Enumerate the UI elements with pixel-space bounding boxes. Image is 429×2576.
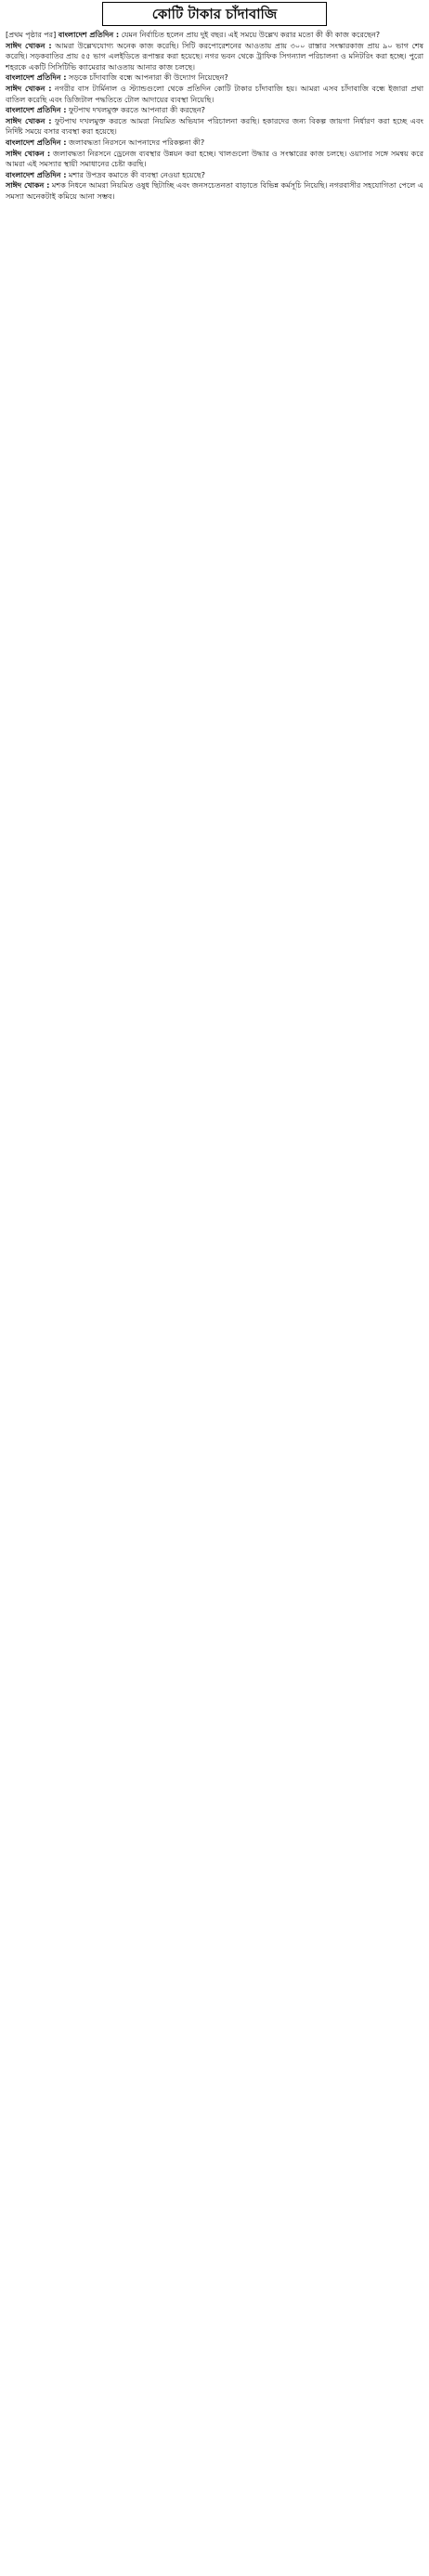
exchange-paragraph [6, 41, 423, 73]
exchange-text: মশক নিধনে আমরা নিয়মিত ওষুধ ছিটাচ্ছি এবং জনসচেতনতা বাড়াতে বিভিন্ন কর্মসূচি নিয়েছি। নগরবাসীর সহযোগিতা পেলে এ সমস্যা অনেকটাই কমিয়ে আনা সম্ভব। [6, 180, 423, 201]
headline: কোটি টাকার চাঁদাবাজি [102, 2, 327, 26]
speaker-label: সাঈদ খোকন : [6, 83, 52, 93]
exchange-text: জলাবদ্ধতা নিরসনে আপনাদের পরিকল্পনা কী? [68, 137, 205, 147]
exchange-paragraph [6, 84, 423, 105]
source-tag: [প্রথম পৃষ্ঠার পর] [6, 30, 57, 39]
speaker-label: বাংলাদেশ প্রতিদিন : [6, 137, 67, 147]
speaker-label: বাংলাদেশ প্রতিদিন : [6, 72, 67, 83]
exchange-paragraph [6, 180, 423, 202]
intro-paragraph [6, 30, 423, 41]
speaker-label: সাঈদ খোকন : [6, 40, 52, 50]
exchange-text: নগরীর বাস টার্মিনাল ও স্ট্যান্ডগুলো থেকে প্রতিদিন কোটি টাকার চাঁদাবাজি হয়। আমরা এসব চাঁদাবাজি বন্ধে ইজারা প্রথা বাতিল করেছি এবং ডিজিটাল পদ্ধতিতে টোল আদায়ের ব্যবস্থা নিয়েছি। [6, 83, 423, 104]
article-body [6, 30, 423, 203]
exchange-text: ফুটপাথ দখলমুক্ত করতে আপনারা কী করছেন? [68, 105, 205, 115]
exchange-text: ফুটপাথ দখলমুক্ত করতে আমরা নিয়মিত অভিযান পরিচালনা করছি। হকারদের জন্য বিকল্প জায়গা নির্ধারণ করা হচ্ছে এবং নির্দিষ্ট সময়ে বসার ব্যবস্থা করা হয়েছে। [6, 115, 423, 137]
exchange-text: আমরা উল্লেখযোগ্য অনেক কাজ করেছি। সিটি করপোরেশনের আওতায় প্রায় ৩০০ রাস্তার সংস্কারকাজ প্রায় ৯০ ভাগ শেষ করেছি। সড়কবাতির প্রায় ৫৫ ভাগ এলইডিতে রূপান্তর করা হয়েছে। নগর ভবন থেকে ট্রাফিক সিগন্যাল পরিচালনা ও মনিটরিং করা হচ্ছে। পুরো শহরকে একটি সিসিটিভি ক্যামেরার আওতায় আনার কাজ চলছে। [6, 40, 423, 72]
speaker-label: বাংলাদেশ প্রতিদিন : [6, 169, 67, 179]
exchange-paragraph [6, 138, 423, 149]
speaker-label: সাঈদ খোকন : [6, 180, 50, 191]
question-text: যেমন নির্বাচিত হলেন প্রায় দুই বছর। এই সময়ে উল্লেখ করার মতো কী কী কাজ করেছেন? [121, 30, 381, 39]
exchange-paragraph [6, 105, 423, 116]
exchange-paragraph [6, 72, 423, 84]
exchange-text: মশার উপদ্রব কমাতে কী ব্যবস্থা নেওয়া হয়েছে? [68, 169, 205, 179]
speaker-label: সাঈদ খোকন : [6, 148, 51, 158]
speaker-label: সাঈদ খোকন : [6, 115, 52, 125]
exchange-paragraph [6, 149, 423, 170]
exchange-text: জলাবদ্ধতা নিরসনে ড্রেনেজ ব্যবস্থার উন্নয়ন করা হচ্ছে। খালগুলো উদ্ধার ও সংস্কারের কাজ চলছে। ওয়াসার সঙ্গে সমন্বয় করে আমরা এই সমস্যার স্থায়ী সমাধানের চেষ্টা করছি। [6, 148, 423, 169]
speaker-label: বাংলাদেশ প্রতিদিন : [58, 30, 120, 39]
speaker-label: বাংলাদেশ প্রতিদিন : [6, 105, 67, 115]
exchange-text: সড়কে চাঁদাবাজি বন্ধে আপনারা কী উদ্যোগ নিয়েছেন? [68, 72, 228, 83]
exchange-paragraph [6, 116, 423, 138]
exchange-paragraph [6, 170, 423, 181]
